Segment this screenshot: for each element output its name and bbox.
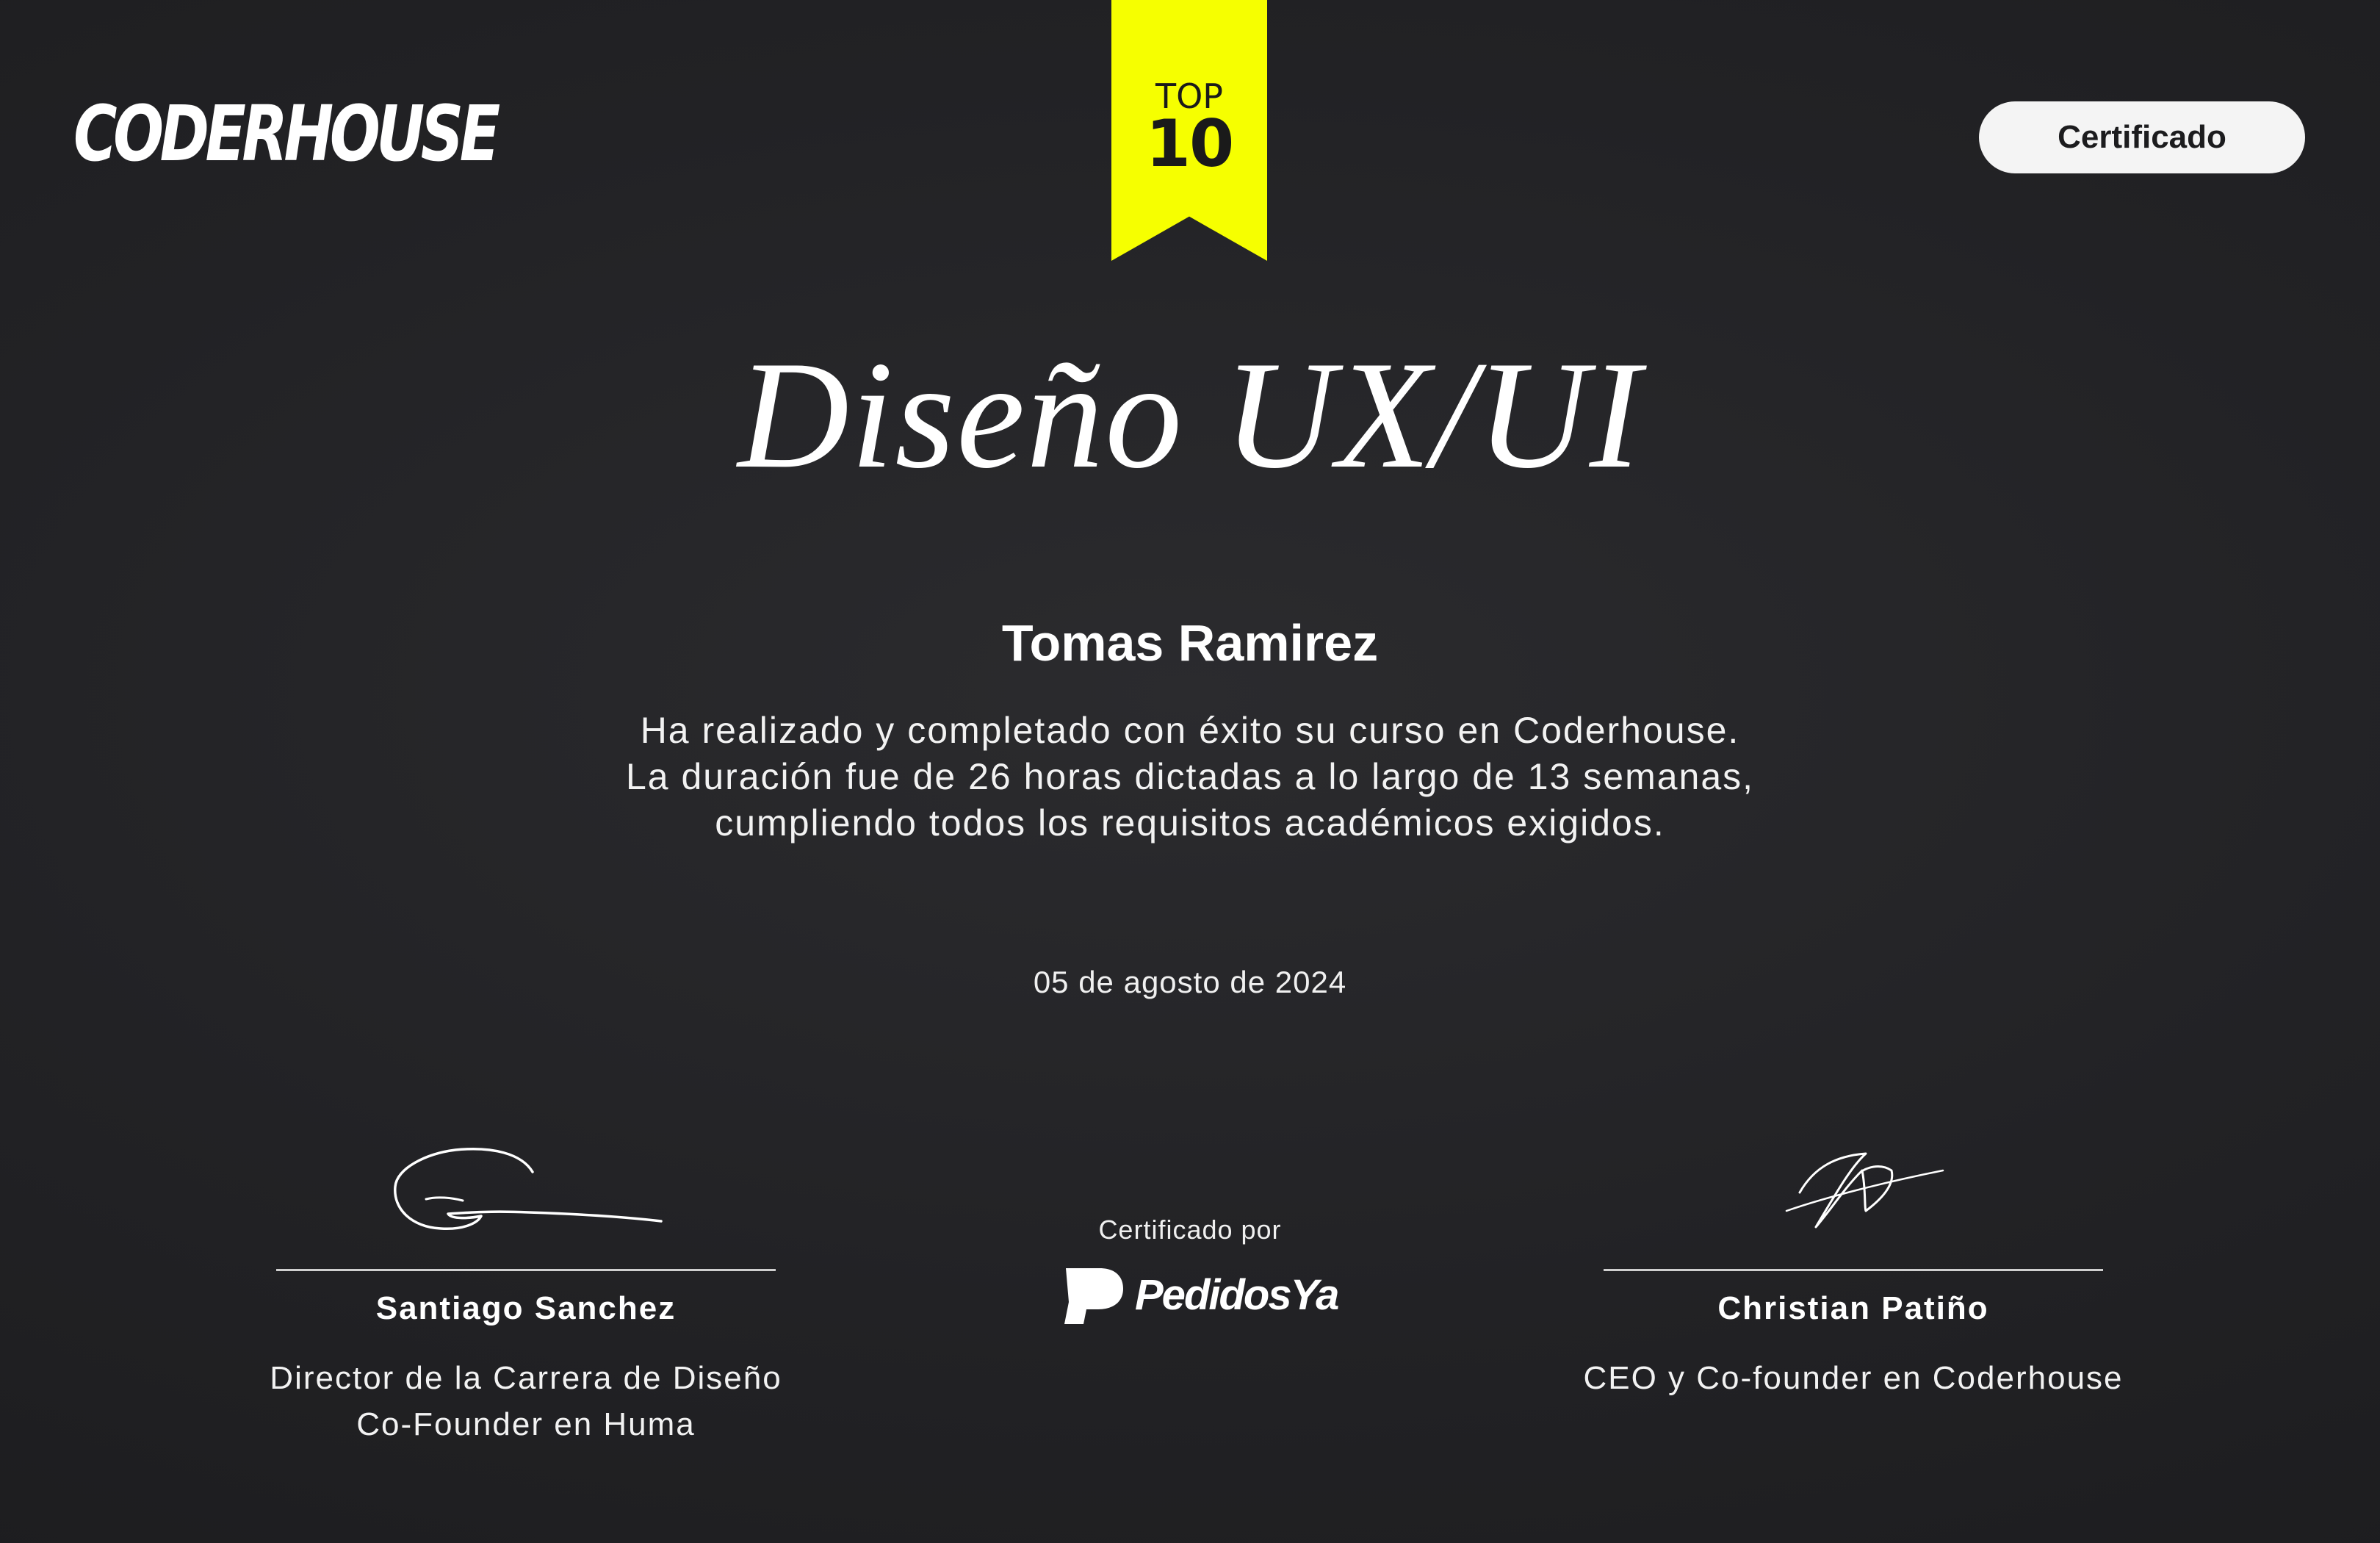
signer-role-right xyxy=(1523,1355,2184,1401)
sponsor-brand: PedidosYa xyxy=(1135,1271,1338,1319)
student-name: Tomas Ramirez xyxy=(1001,614,1379,672)
signature-line-right xyxy=(1604,1269,2103,1271)
body-line: Ha realizado y completado con éxito su curso en Coderhouse. xyxy=(640,710,1740,751)
body-line: La duración fue de 26 horas dictadas a lo largo de 13 semanas, xyxy=(625,756,1755,797)
certified-by-label: Certificado por xyxy=(1098,1215,1282,1245)
coderhouse-logo: CODERHOUSE xyxy=(73,89,497,179)
certificate-button[interactable]: Certificado xyxy=(1979,101,2305,173)
ribbon-top-label: TOP xyxy=(1155,76,1224,116)
signature-line-left xyxy=(276,1269,776,1271)
certificate-body xyxy=(0,708,2380,846)
signer-role-line: Co-Founder en Huma xyxy=(356,1406,696,1442)
signer-name-left: Santiago Sanchez xyxy=(375,1290,677,1326)
pedidosya-logo-icon xyxy=(1061,1265,1125,1326)
ribbon-rank-number: 10 xyxy=(1145,106,1233,181)
signer-name-right: Christian Patiño xyxy=(1717,1290,1989,1326)
signer-role-line: CEO y Co-founder en Coderhouse xyxy=(1583,1360,2124,1396)
issue-date: 05 de agosto de 2024 xyxy=(1033,965,1347,999)
course-title: Diseño UX/UI xyxy=(738,330,1642,500)
signer-role-line: Director de la Carrera de Diseño xyxy=(270,1360,782,1396)
signer-role-left xyxy=(195,1355,857,1447)
body-line: cumpliendo todos los requisitos académicos exigidos. xyxy=(715,802,1665,844)
